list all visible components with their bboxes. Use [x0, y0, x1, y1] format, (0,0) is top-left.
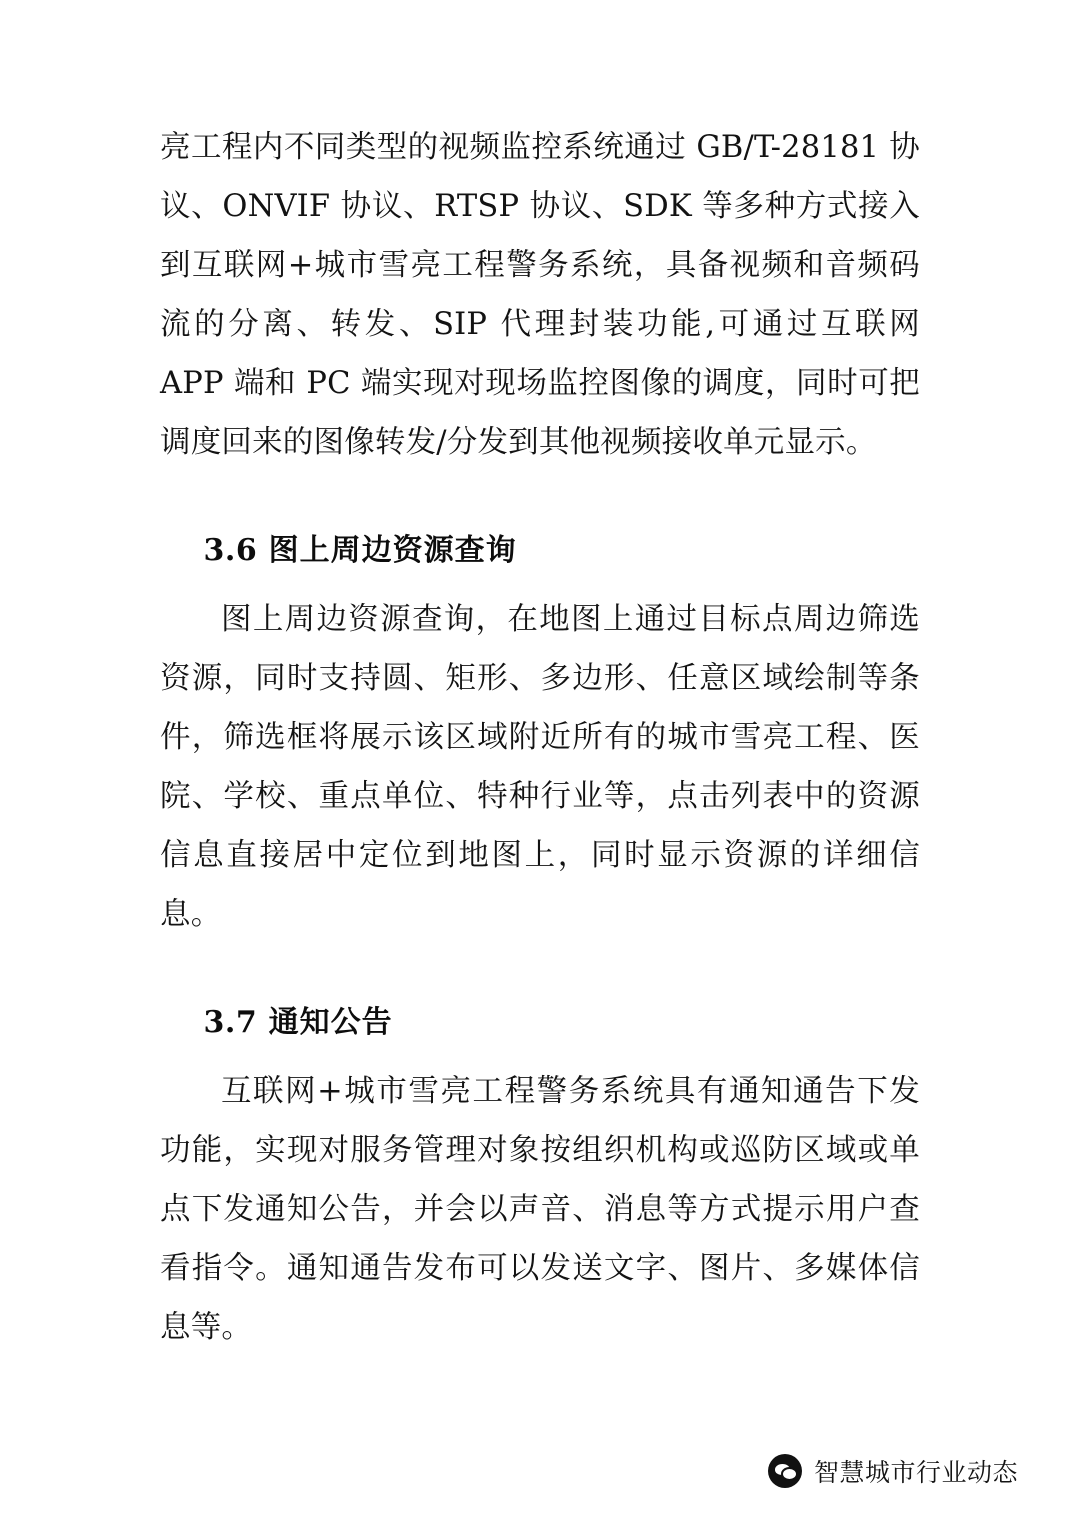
section-heading-3-7 [160, 994, 920, 1052]
section-heading-3-6 [160, 522, 920, 580]
section-body-3-6: 图上周边资源查询，在地图上通过目标点周边筛选资源，同时支持圆、矩形、多边形、任意区域绘制等条件，筛选框将展示该区域附近所有的城市雪亮工程、医院、学校、重点单位、特种行业等，点击列表中的资源信息直接居中定位到地图上，同时显示资源的详细信息。 [160, 602, 920, 932]
section-title-3-6: 图上周边资源查询 [268, 533, 517, 568]
section-number-3-6: 3.6 [203, 533, 258, 568]
section-title-3-7: 通知公告 [268, 1005, 393, 1040]
paragraph-video-access: 亮工程内不同类型的视频监控系统通过 GB/T-28181 协议、ONVIF 协议、RTSP 协议、SDK 等多种方式接入到互联网+城市雪亮工程警务系统，具备视频和音频码流的分离、转发、SIP 代理封装功能,可通过互联网 APP 端和 PC 端实现对现场监控图像的调度，同时可把调度回来的图像转发/分发到其他视频接收单元显示。 [160, 130, 920, 460]
section-number-3-7: 3.7 [203, 1005, 258, 1040]
spacer [160, 478, 920, 496]
wechat-account-name: 智慧城市行业动态 [813, 1458, 1018, 1487]
spacer [160, 950, 920, 968]
wechat-icon [768, 1454, 802, 1488]
section-body-3-7: 互联网+城市雪亮工程警务系统具有通知通告下发功能，实现对服务管理对象按组织机构或巡防区域或单点下发通知公告，并会以声音、消息等方式提示用户查看指令。通知通告发布可以发送文字、图片、多媒体信息等。 [160, 1074, 920, 1345]
footer-watermark [768, 1453, 1018, 1489]
